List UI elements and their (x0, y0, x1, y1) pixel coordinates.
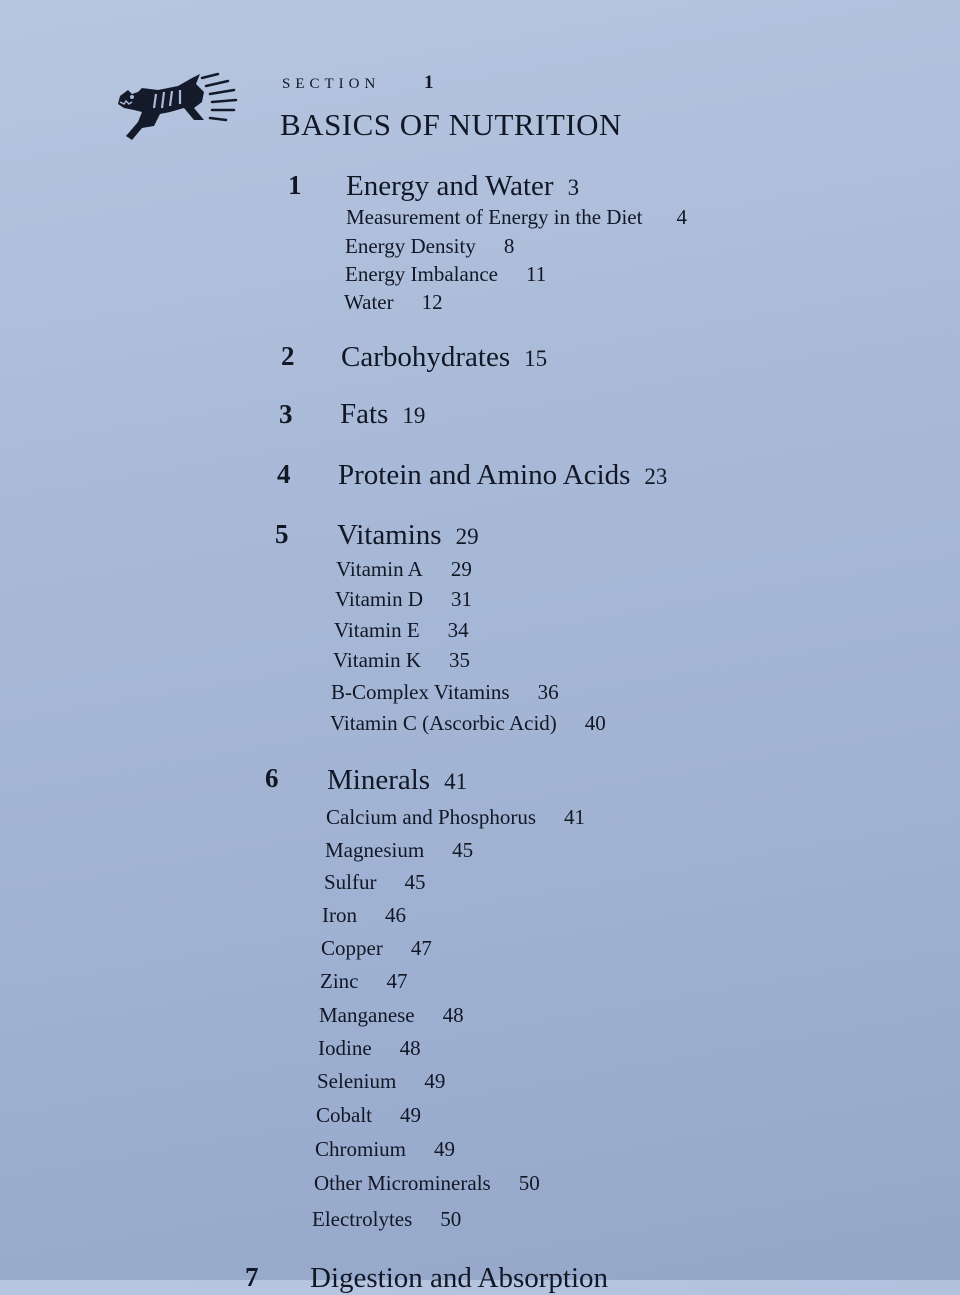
subtopic-entry[interactable] (334, 618, 469, 643)
subtopic-page: 35 (448, 648, 470, 672)
subtopic-title: B-Complex Vitamins (331, 680, 510, 704)
subtopic-entry[interactable] (331, 680, 559, 705)
subtopic-title: Magnesium (325, 838, 425, 862)
chapter-number: 1 (288, 170, 302, 200)
subtopic-page: 11 (525, 262, 547, 286)
subtopic-page: 8 (503, 234, 515, 258)
chapter-title: Digestion and Absorption (310, 1262, 609, 1294)
chapter-number: 6 (265, 763, 279, 793)
subtopic-page: 49 (434, 1137, 456, 1161)
chapter-number: 4 (277, 459, 291, 489)
chapter-entry[interactable] (340, 398, 425, 431)
subtopic-entry[interactable] (312, 1207, 461, 1232)
subtopic-title: Energy Density (345, 234, 476, 258)
subtopic-entry[interactable] (345, 262, 546, 287)
subtopic-title: Electrolytes (312, 1207, 413, 1231)
subtopic-title: Iodine (318, 1036, 372, 1060)
subtopic-page: 49 (424, 1069, 446, 1093)
subtopic-entry[interactable] (345, 234, 514, 259)
subtopic-title: Zinc (320, 969, 359, 993)
subtopic-page: 31 (450, 587, 472, 611)
subtopic-title: Chromium (315, 1137, 407, 1161)
chapter-title: Vitamins (337, 519, 442, 551)
chapter-number: 3 (279, 399, 293, 429)
section-title: BASICS OF NUTRITION (280, 107, 622, 142)
chapter-title: Energy and Water (346, 170, 554, 202)
subtopic-title: Selenium (317, 1069, 397, 1093)
subtopic-title: Vitamin A (336, 557, 423, 581)
subtopic-page: 4 (676, 205, 687, 229)
subtopic-title: Manganese (319, 1003, 415, 1027)
subtopic-title: Water (344, 290, 394, 314)
subtopic-page: 12 (421, 290, 443, 314)
chapter-entry[interactable] (338, 459, 667, 492)
subtopic-entry[interactable] (318, 1036, 421, 1061)
chapter-page: 3 (567, 175, 580, 200)
subtopic-entry[interactable] (333, 648, 470, 673)
subtopic-entry[interactable] (336, 557, 472, 582)
subtopic-entry[interactable] (315, 1137, 455, 1162)
chapter-page: 15 (524, 346, 548, 371)
subtopic-entry[interactable] (314, 1171, 540, 1196)
chapter-entry[interactable] (327, 764, 467, 797)
subtopic-page: 40 (584, 711, 606, 735)
running-cat-icon (108, 64, 248, 149)
subtopic-entry[interactable] (326, 805, 585, 830)
subtopic-page: 45 (404, 870, 426, 894)
section-number: 1 (424, 72, 434, 93)
chapter-title: Protein and Amino Acids (338, 459, 631, 491)
chapter-title: Minerals (327, 764, 431, 796)
subtopic-entry[interactable] (317, 1069, 445, 1094)
subtopic-page: 50 (440, 1207, 462, 1231)
subtopic-entry[interactable] (322, 903, 406, 928)
chapter-entry[interactable] (341, 341, 547, 374)
subtopic-page: 34 (447, 618, 469, 642)
subtopic-title: Measurement of Energy in the Diet (346, 205, 643, 229)
chapter-entry[interactable] (337, 519, 479, 552)
subtopic-page: 45 (452, 838, 474, 862)
subtopic-title: Other Microminerals (314, 1171, 491, 1195)
chapter-entry[interactable] (310, 1262, 608, 1295)
subtopic-entry[interactable] (325, 838, 473, 863)
subtopic-title: Cobalt (316, 1103, 372, 1127)
subtopic-title: Sulfur (324, 870, 377, 894)
section-label: SECTION (282, 76, 381, 92)
subtopic-page: 36 (537, 680, 559, 704)
chapter-page: 23 (644, 464, 668, 489)
subtopic-title: Energy Imbalance (345, 262, 498, 286)
chapter-number: 7 (245, 1262, 259, 1292)
subtopic-title: Calcium and Phosphorus (326, 805, 536, 829)
chapter-page: 41 (444, 769, 468, 794)
subtopic-entry[interactable] (320, 969, 407, 994)
subtopic-page: 48 (442, 1003, 464, 1027)
chapter-page: 19 (402, 403, 426, 428)
chapter-page: 29 (455, 524, 479, 549)
subtopic-title: Copper (321, 936, 383, 960)
subtopic-page: 29 (450, 557, 472, 581)
subtopic-entry[interactable] (324, 870, 426, 895)
chapter-number: 5 (275, 519, 289, 549)
subtopic-entry[interactable] (330, 711, 606, 736)
subtopic-entry[interactable] (316, 1103, 421, 1128)
subtopic-entry[interactable] (335, 587, 472, 612)
subtopic-page: 49 (400, 1103, 421, 1127)
subtopic-title: Iron (322, 903, 357, 927)
chapter-title: Carbohydrates (341, 341, 511, 373)
chapter-title: Fats (340, 398, 389, 430)
subtopic-title: Vitamin D (335, 587, 423, 611)
chapter-entry[interactable] (346, 170, 579, 203)
subtopic-title: Vitamin K (333, 648, 421, 672)
subtopic-title: Vitamin E (334, 618, 420, 642)
subtopic-page: 41 (564, 805, 585, 829)
subtopic-entry[interactable] (321, 936, 432, 961)
subtopic-page: 50 (518, 1171, 540, 1195)
subtopic-entry[interactable] (346, 205, 687, 230)
chapter-number: 2 (281, 341, 295, 371)
subtopic-page: 47 (410, 936, 432, 960)
subtopic-page: 48 (399, 1036, 421, 1060)
subtopic-title: Vitamin C (Ascorbic Acid) (330, 711, 557, 735)
subtopic-page: 46 (385, 903, 406, 927)
subtopic-entry[interactable] (319, 1003, 464, 1028)
subtopic-entry[interactable] (344, 290, 443, 315)
subtopic-page: 47 (386, 969, 408, 993)
